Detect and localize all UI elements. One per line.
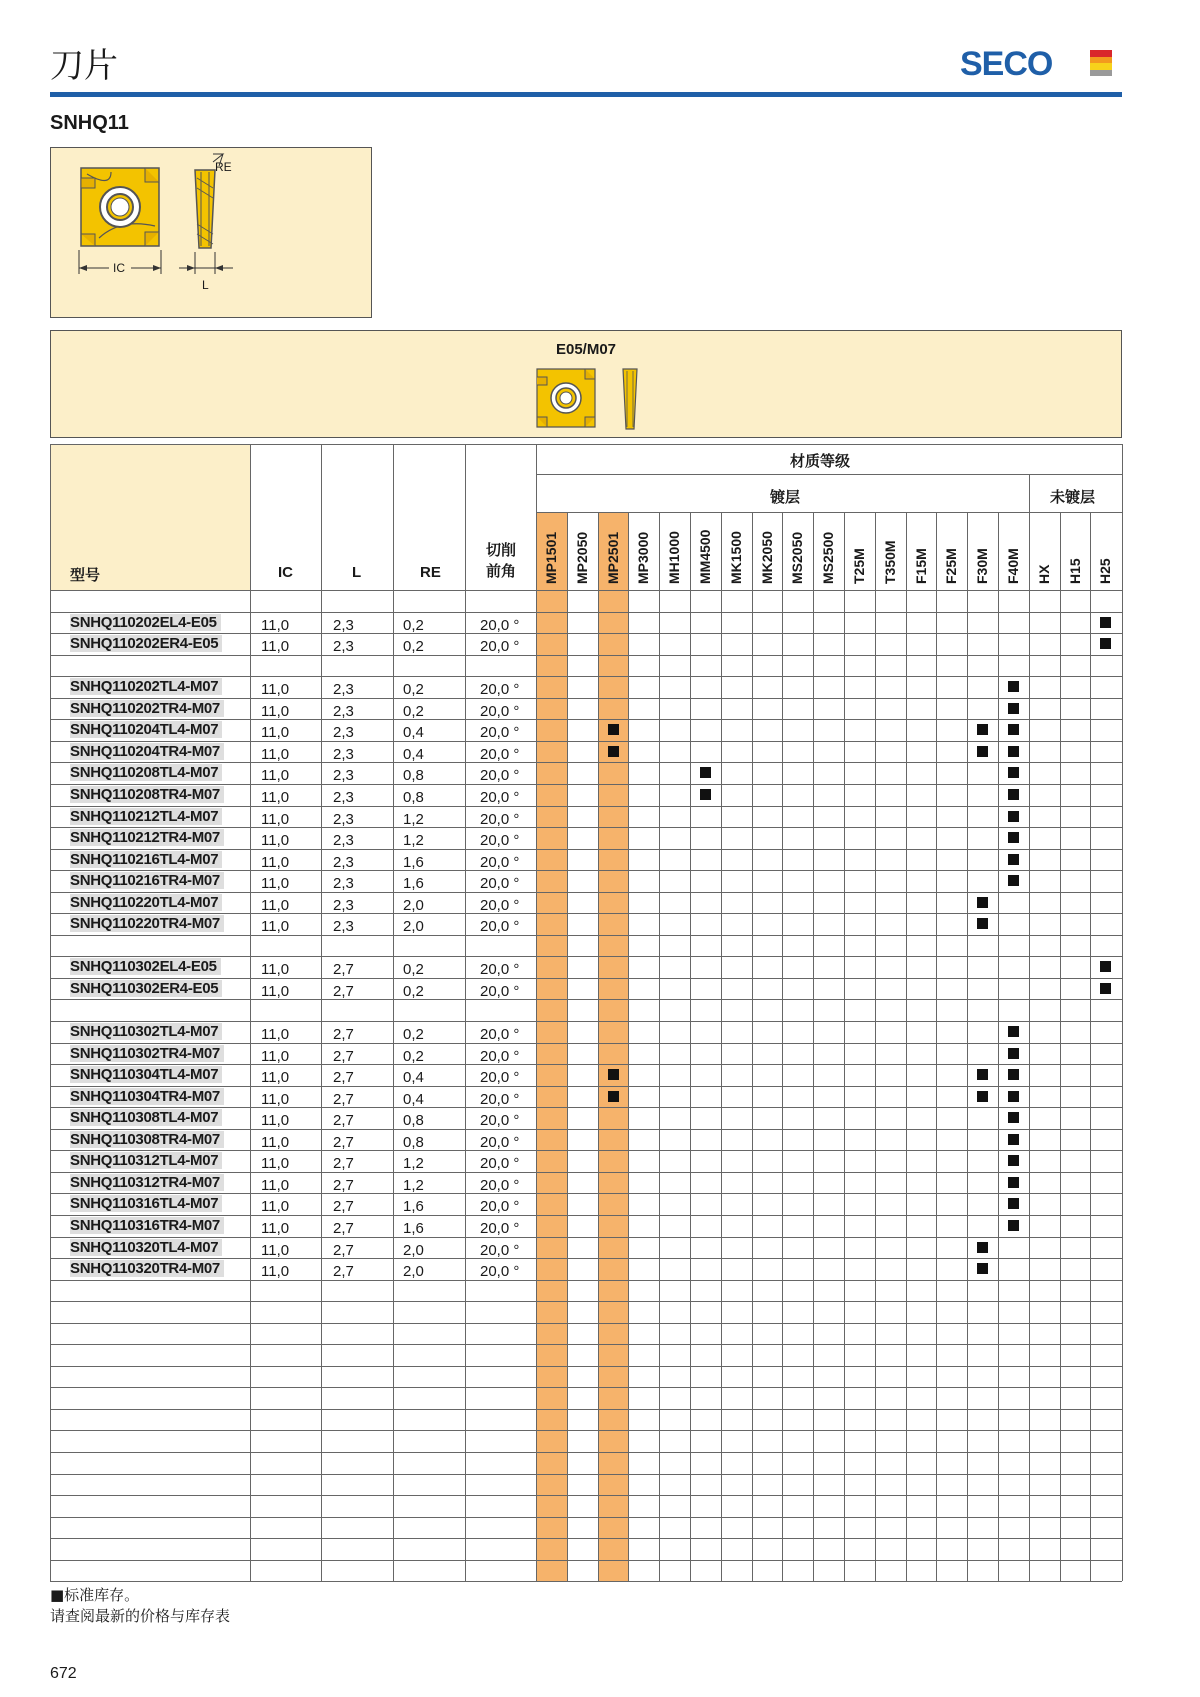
value-cell-l: 2,7 [333, 1026, 354, 1043]
grid-line [50, 849, 1122, 850]
value-cell-ic: 11,0 [261, 918, 290, 936]
page-title: 刀片 [50, 46, 118, 86]
uncoated-group-header: 未镀层 [1050, 488, 1096, 506]
value-cell-angle: 20,0 ° [480, 875, 520, 893]
stock-mark [1100, 617, 1111, 628]
coated-group-header: 镀层 [770, 488, 801, 506]
value-cell-angle: 20,0 ° [480, 961, 520, 979]
grade-column-header: MS2050 [789, 531, 806, 584]
model-cell: SNHQ110220TL4-M07 [70, 894, 222, 911]
value-cell-angle: 20,0 ° [480, 896, 520, 914]
grid-line [50, 633, 1122, 634]
grid-line [50, 1107, 1122, 1108]
grid-line [536, 474, 1122, 475]
value-cell-angle: 20,0 ° [480, 832, 520, 850]
model-cell: SNHQ110302EL4-E05 [70, 958, 221, 975]
value-cell-re: 1,2 [403, 1155, 424, 1173]
model-cell: SNHQ110304TR4-M07 [70, 1088, 224, 1105]
value-cell-re: 1,6 [403, 1219, 424, 1237]
stock-mark [1008, 875, 1019, 886]
model-cell: SNHQ110208TL4-M07 [70, 764, 222, 781]
value-cell-angle: 20,0 ° [480, 1090, 520, 1108]
header-rule [50, 92, 1122, 97]
stock-mark [1008, 724, 1019, 735]
grid-line [875, 512, 876, 1581]
stock-mark [977, 1091, 988, 1102]
model-cell: SNHQ110316TL4-M07 [70, 1195, 222, 1212]
grade-group-header: 材质等级 [790, 452, 851, 470]
grid-line [50, 719, 1122, 720]
stock-mark [1008, 1198, 1019, 1209]
value-cell-ic: 11,0 [261, 681, 290, 699]
grade-column-header: T25M [851, 548, 867, 584]
grade-column-header: HX [1035, 564, 1052, 584]
grid-line [50, 762, 1122, 763]
value-cell-re: 0,8 [403, 767, 424, 785]
model-cell: SNHQ110216TR4-M07 [70, 872, 224, 889]
value-cell-angle: 20,0 ° [480, 1263, 520, 1281]
value-cell-l: 2,7 [333, 1263, 354, 1281]
value-cell-re: 0,2 [403, 616, 424, 634]
value-cell-l: 2,3 [333, 788, 354, 806]
grid-line [50, 1129, 1122, 1130]
grid-line [50, 827, 1122, 828]
value-cell-l: 2,7 [333, 1133, 354, 1151]
chipbreaker-insert-icon [535, 367, 645, 433]
grid-line [659, 512, 660, 1581]
stock-mark [1008, 1091, 1019, 1102]
grade-column-header: MP1501 [543, 531, 559, 584]
stock-mark [700, 789, 711, 800]
value-cell-l: 2,3 [333, 638, 354, 656]
stock-mark [1008, 1134, 1019, 1145]
grid-line [50, 870, 1122, 871]
ic-label: IC [113, 261, 125, 275]
value-cell-ic: 11,0 [261, 1155, 290, 1173]
grid-line [50, 935, 1122, 936]
grid-line [50, 1430, 1122, 1431]
grid-line [50, 1043, 1122, 1044]
model-cell: SNHQ110202TR4-M07 [70, 700, 224, 717]
value-cell-ic: 11,0 [261, 1090, 290, 1108]
value-cell-angle: 20,0 ° [480, 810, 520, 828]
grade-column-header: MS2500 [820, 531, 837, 584]
value-cell-re: 0,2 [403, 1026, 424, 1043]
model-cell: SNHQ110208TR4-M07 [70, 786, 224, 803]
grid-line [50, 741, 1122, 742]
value-cell-re: 2,0 [403, 896, 424, 914]
value-cell-angle: 20,0 ° [480, 918, 520, 936]
grid-line [50, 806, 1122, 807]
grid-line [50, 1064, 1122, 1065]
grid-line [1060, 512, 1061, 1581]
grade-column-header: MP3000 [635, 531, 652, 584]
grade-table [50, 444, 1122, 1581]
grid-line [752, 512, 753, 1581]
grid-line [465, 444, 466, 1581]
grade-column-header: F25M [943, 548, 960, 584]
model-cell: SNHQ110320TL4-M07 [70, 1239, 222, 1256]
value-cell-ic: 11,0 [261, 875, 290, 893]
legend-note: ■标准库存。 [50, 1586, 140, 1604]
grid-line [1029, 474, 1030, 1581]
stock-mark [1008, 1112, 1019, 1123]
grade-column-header: MH1000 [666, 531, 683, 584]
grade-column-header: F40M [1005, 548, 1021, 584]
grid-line [50, 612, 1122, 613]
value-cell-l: 2,3 [333, 896, 354, 914]
value-cell-ic: 11,0 [261, 1026, 290, 1043]
stock-mark [977, 1263, 988, 1274]
value-cell-ic: 11,0 [261, 896, 290, 914]
value-cell-ic: 11,0 [261, 1176, 290, 1194]
grid-line [50, 1517, 1122, 1518]
grade-column-header: MK1500 [727, 531, 744, 584]
value-cell-re: 0,2 [403, 702, 424, 720]
value-cell-ic: 11,0 [261, 832, 290, 850]
insert-drawing [50, 147, 372, 318]
value-cell-l: 2,3 [333, 853, 354, 871]
value-cell-re: 2,0 [403, 1263, 424, 1281]
value-cell-ic: 11,0 [261, 638, 290, 656]
grade-column-header: F15M [912, 548, 929, 584]
page-number: 672 [50, 1665, 77, 1682]
value-cell-ic: 11,0 [261, 810, 290, 828]
value-cell-l: 2,3 [333, 767, 354, 785]
value-cell-ic: 11,0 [261, 745, 290, 763]
grid-line [50, 892, 1122, 893]
stock-mark [1008, 746, 1019, 757]
value-cell-re: 1,2 [403, 1176, 424, 1194]
grid-line [50, 1258, 1122, 1259]
grid-line [50, 1495, 1122, 1496]
value-cell-l: 2,3 [333, 875, 354, 893]
value-cell-angle: 20,0 ° [480, 1198, 520, 1216]
grid-line [50, 999, 1122, 1000]
value-cell-re: 0,2 [403, 638, 424, 656]
value-cell-re: 0,4 [403, 1069, 424, 1087]
model-cell: SNHQ110212TR4-M07 [70, 829, 224, 846]
value-cell-angle: 20,0 ° [480, 767, 520, 785]
grid-line [393, 444, 394, 1581]
insert-drawing-icon [51, 148, 371, 317]
value-cell-l: 2,3 [333, 918, 354, 936]
value-cell-re: 1,6 [403, 1198, 424, 1216]
value-cell-angle: 20,0 ° [480, 638, 520, 656]
value-cell-re: 2,0 [403, 1241, 424, 1259]
grid-line [50, 444, 51, 1581]
series-title: SNHQ11 [50, 112, 129, 134]
stock-mark [608, 746, 619, 757]
value-cell-re: 0,8 [403, 788, 424, 806]
grid-line [50, 1366, 1122, 1367]
brand-logo: SECO [960, 45, 1053, 83]
price-note: 请查阅最新的价格与库存表 [50, 1607, 231, 1625]
stock-mark [1100, 961, 1111, 972]
grid-line [782, 512, 783, 1581]
value-cell-l: 2,7 [333, 1155, 354, 1173]
stock-mark [1008, 832, 1019, 843]
model-cell: SNHQ110304TL4-M07 [70, 1066, 222, 1083]
grid-line [628, 512, 629, 1581]
grade-highlight [598, 512, 629, 1581]
model-cell: SNHQ110312TL4-M07 [70, 1152, 222, 1169]
grade-highlight [536, 512, 567, 1581]
stock-mark [977, 746, 988, 757]
grid-line [690, 512, 691, 1581]
model-cell: SNHQ110202EL4-E05 [70, 614, 221, 631]
value-cell-angle: 20,0 ° [480, 702, 520, 720]
grid-line [50, 1581, 1122, 1582]
model-cell: SNHQ110308TL4-M07 [70, 1109, 222, 1126]
stock-mark [1008, 681, 1019, 692]
grade-column-header: MP2050 [573, 531, 590, 584]
value-cell-re: 0,2 [403, 681, 424, 699]
value-cell-l: 2,3 [333, 616, 354, 634]
grid-line [721, 512, 722, 1581]
model-cell: SNHQ110204TL4-M07 [70, 721, 222, 738]
stock-mark [977, 897, 988, 908]
grade-column-header: T350M [881, 540, 898, 584]
value-cell-angle: 20,0 ° [480, 724, 520, 742]
grid-line [50, 1409, 1122, 1410]
chipbreaker-panel [50, 330, 1122, 438]
grid-line [50, 913, 1122, 914]
model-cell: SNHQ110302TR4-M07 [70, 1045, 224, 1062]
angle-column-header: 切削 前角 [486, 541, 517, 580]
grid-line [50, 1323, 1122, 1324]
value-cell-angle: 20,0 ° [480, 853, 520, 871]
value-cell-ic: 11,0 [261, 961, 290, 979]
grid-line [536, 512, 1122, 513]
grid-line [50, 978, 1122, 979]
grid-line [50, 1474, 1122, 1475]
grade-column-header: H15 [1066, 558, 1083, 584]
grid-line [50, 784, 1122, 785]
model-cell: SNHQ110202ER4-E05 [70, 635, 222, 652]
grid-line [50, 676, 1122, 677]
stock-mark [608, 724, 619, 735]
stock-mark [1008, 811, 1019, 822]
grid-line [936, 512, 937, 1581]
model-cell: SNHQ110220TR4-M07 [70, 915, 224, 932]
model-cell: SNHQ110320TR4-M07 [70, 1260, 224, 1277]
value-cell-l: 2,7 [333, 1176, 354, 1194]
stock-mark [1008, 1026, 1019, 1037]
grid-line [50, 698, 1122, 699]
model-column-header: 型号 [70, 566, 101, 584]
value-cell-ic: 11,0 [261, 1112, 290, 1130]
grid-line [50, 1215, 1122, 1216]
grid-line [50, 1193, 1122, 1194]
grid-line [567, 512, 568, 1581]
stock-mark [977, 1242, 988, 1253]
model-cell: SNHQ110312TR4-M07 [70, 1174, 224, 1191]
stock-mark [1008, 1177, 1019, 1188]
grid-line [50, 1021, 1122, 1022]
value-cell-ic: 11,0 [261, 1241, 290, 1259]
value-cell-angle: 20,0 ° [480, 616, 520, 634]
value-cell-l: 2,3 [333, 810, 354, 828]
grid-line [50, 590, 1122, 591]
grid-line [906, 512, 907, 1581]
grade-column-header: MK2050 [758, 531, 775, 584]
value-cell-re: 1,2 [403, 810, 424, 828]
value-cell-angle: 20,0 ° [480, 1241, 520, 1259]
grid-line [50, 1086, 1122, 1087]
stock-mark [1008, 703, 1019, 714]
stock-mark [700, 767, 711, 778]
l-label: L [202, 278, 209, 292]
ic-column-header: IC [278, 564, 293, 581]
value-cell-re: 0,2 [403, 982, 424, 1000]
grid-line [844, 512, 845, 1581]
value-cell-angle: 20,0 ° [480, 681, 520, 699]
value-cell-angle: 20,0 ° [480, 1026, 520, 1043]
stock-mark [1008, 854, 1019, 865]
value-cell-l: 2,3 [333, 832, 354, 850]
value-cell-re: 2,0 [403, 918, 424, 936]
grid-line [967, 512, 968, 1581]
grid-line [50, 1538, 1122, 1539]
grade-column-header: F30M [974, 548, 991, 584]
grid-line [50, 1452, 1122, 1453]
value-cell-l: 2,7 [333, 1241, 354, 1259]
grid-line [50, 1150, 1122, 1151]
grid-line [50, 1301, 1122, 1302]
value-cell-ic: 11,0 [261, 788, 290, 806]
value-cell-angle: 20,0 ° [480, 1155, 520, 1173]
value-cell-angle: 20,0 ° [480, 745, 520, 763]
grid-line [998, 512, 999, 1581]
value-cell-ic: 11,0 [261, 702, 290, 720]
grade-column-header: MM4500 [697, 529, 713, 584]
value-cell-l: 2,3 [333, 702, 354, 720]
value-cell-l: 2,7 [333, 1047, 354, 1065]
stock-mark [1100, 983, 1111, 994]
value-cell-re: 0,4 [403, 724, 424, 742]
value-cell-ic: 11,0 [261, 1263, 290, 1281]
grid-line [50, 444, 1122, 445]
value-cell-angle: 20,0 ° [480, 788, 520, 806]
grid-line [50, 1280, 1122, 1281]
grid-line [50, 1344, 1122, 1345]
grade-column-header: MP2501 [604, 531, 621, 584]
grid-line [50, 1237, 1122, 1238]
stock-mark [1008, 789, 1019, 800]
value-cell-angle: 20,0 ° [480, 1112, 520, 1130]
stock-mark [977, 724, 988, 735]
grid-line [250, 444, 251, 1581]
grid-line [1122, 444, 1123, 1581]
grid-line [1090, 512, 1091, 1581]
grid-line [50, 956, 1122, 957]
value-cell-re: 0,8 [403, 1133, 424, 1151]
stock-mark [1008, 767, 1019, 778]
value-cell-angle: 20,0 ° [480, 1047, 520, 1065]
value-cell-ic: 11,0 [261, 1069, 290, 1087]
l-column-header: L [352, 564, 362, 581]
grid-line [536, 444, 537, 1581]
value-cell-l: 2,7 [333, 961, 354, 979]
stock-mark [1100, 638, 1111, 649]
value-cell-angle: 20,0 ° [480, 982, 520, 1000]
value-cell-re: 0,4 [403, 745, 424, 763]
value-cell-re: 1,2 [403, 832, 424, 850]
grid-line [598, 512, 599, 1581]
value-cell-angle: 20,0 ° [480, 1219, 520, 1237]
grid-line [50, 1560, 1122, 1561]
model-cell: SNHQ110316TR4-M07 [70, 1217, 224, 1234]
value-cell-ic: 11,0 [261, 724, 290, 742]
value-cell-re: 0,2 [403, 961, 424, 979]
stock-mark [1008, 1048, 1019, 1059]
value-cell-ic: 11,0 [261, 1219, 290, 1237]
grid-line [50, 1387, 1122, 1388]
value-cell-l: 2,3 [333, 681, 354, 699]
brand-logo-icon [1090, 50, 1112, 76]
stock-mark [1008, 1155, 1019, 1166]
model-cell: SNHQ110302TL4-M07 [70, 1023, 222, 1040]
value-cell-re: 0,4 [403, 1090, 424, 1108]
grade-column-header: H25 [1097, 558, 1114, 584]
model-cell: SNHQ110308TR4-M07 [70, 1131, 224, 1148]
stock-mark [1008, 1220, 1019, 1231]
stock-mark [608, 1069, 619, 1080]
model-cell: SNHQ110216TL4-M07 [70, 851, 222, 868]
grid-line [321, 444, 322, 1581]
value-cell-ic: 11,0 [261, 853, 290, 871]
grid-line [50, 655, 1122, 656]
grid-line [50, 1172, 1122, 1173]
chipbreaker-label: E05/M07 [555, 341, 617, 358]
value-cell-l: 2,7 [333, 982, 354, 1000]
value-cell-l: 2,7 [333, 1069, 354, 1087]
value-cell-ic: 11,0 [261, 616, 290, 634]
value-cell-ic: 11,0 [261, 982, 290, 1000]
model-cell: SNHQ110204TR4-M07 [70, 743, 224, 760]
stock-mark [977, 918, 988, 929]
model-cell: SNHQ110212TL4-M07 [70, 808, 222, 825]
grid-line [813, 512, 814, 1581]
value-cell-angle: 20,0 ° [480, 1133, 520, 1151]
value-cell-l: 2,3 [333, 724, 354, 742]
value-cell-ic: 11,0 [261, 1133, 290, 1151]
value-cell-l: 2,7 [333, 1198, 354, 1216]
value-cell-re: 0,8 [403, 1112, 424, 1130]
model-cell: SNHQ110202TL4-M07 [70, 678, 222, 695]
re-label: RE [215, 160, 232, 174]
value-cell-l: 2,7 [333, 1112, 354, 1130]
stock-mark [977, 1069, 988, 1080]
value-cell-re: 0,2 [403, 1047, 424, 1065]
value-cell-l: 2,3 [333, 745, 354, 763]
value-cell-l: 2,7 [333, 1219, 354, 1237]
value-cell-angle: 20,0 ° [480, 1069, 520, 1087]
value-cell-angle: 20,0 ° [480, 1176, 520, 1194]
value-cell-ic: 11,0 [261, 767, 290, 785]
value-cell-ic: 11,0 [261, 1047, 290, 1065]
value-cell-ic: 11,0 [261, 1198, 290, 1216]
stock-mark [608, 1091, 619, 1102]
stock-mark [1008, 1069, 1019, 1080]
value-cell-re: 1,6 [403, 875, 424, 893]
re-column-header: RE [420, 564, 441, 581]
value-cell-l: 2,7 [333, 1090, 354, 1108]
value-cell-re: 1,6 [403, 853, 424, 871]
model-cell: SNHQ110302ER4-E05 [70, 980, 222, 997]
